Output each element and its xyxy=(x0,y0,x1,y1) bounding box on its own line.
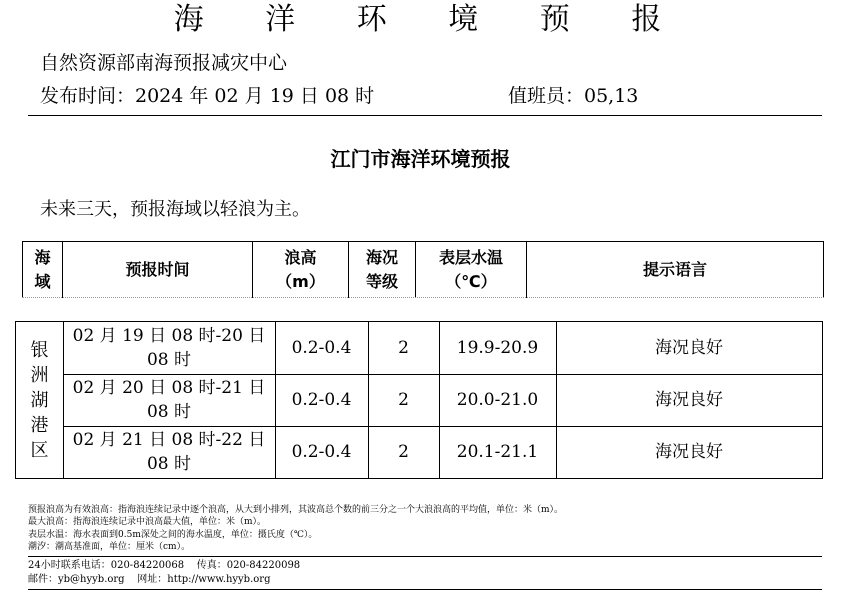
surface-temp: 20.0-21.0 xyxy=(456,390,539,410)
forecast-summary: 未来三天，预报海域以轻浪为主。 xyxy=(40,199,310,220)
advisory: 海况良好 xyxy=(655,338,723,358)
header-tip xyxy=(527,242,823,298)
area-name: 银洲湖港区 xyxy=(30,339,49,461)
advisory: 海况良好 xyxy=(655,442,723,462)
header-temp-label: 表层水温 （℃） xyxy=(438,248,503,291)
header-area xyxy=(23,242,63,298)
forecast-time: 02 月 19 日 08 时-20 日 08 时 xyxy=(72,326,266,370)
sea-state-level: 2 xyxy=(398,390,409,410)
sea-state-level: 2 xyxy=(398,338,409,358)
contact-phone-fax: 24小时联系电话：020-84220068 传真：020-84220098 xyxy=(28,560,301,571)
footnote-max-wave: 最大浪高：指海浪连续记录中浪高最大值，单位：米（m）。 xyxy=(28,517,267,527)
header-underline xyxy=(22,297,824,298)
footnote-tide: 潮汐：潮高基准面，单位：厘米（cm）。 xyxy=(28,542,191,552)
contact-email-web: 邮件：yb@hyyb.org 网址：http://www.hyyb.org xyxy=(28,574,271,585)
header-wave-label: 浪高 （m） xyxy=(276,248,325,291)
bottom-divider xyxy=(28,589,822,590)
table-row xyxy=(63,322,823,374)
forecast-table xyxy=(15,321,823,479)
header-wave xyxy=(253,242,349,298)
forecast-time: 02 月 21 日 08 时-22 日 08 时 xyxy=(72,430,266,474)
header-level-label: 海况 等级 xyxy=(365,248,398,291)
report-subtitle: 江门市海洋环境预报 xyxy=(330,147,511,171)
table-row xyxy=(63,426,823,478)
header-time-label: 预报时间 xyxy=(125,260,190,279)
wave-height: 0.2-0.4 xyxy=(291,390,352,410)
issue-time: 发布时间：2024 年 02 月 19 日 08 时 xyxy=(40,85,375,107)
area-cell xyxy=(16,322,63,478)
issuing-agency: 自然资源部南海预报减灾中心 xyxy=(40,52,288,74)
surface-temp: 19.9-20.9 xyxy=(456,338,539,358)
duty-officer: 值班员：05,13 xyxy=(508,85,639,107)
header-level xyxy=(349,242,416,298)
advisory: 海况良好 xyxy=(655,390,723,410)
header-divider xyxy=(28,115,822,116)
forecast-time: 02 月 20 日 08 时-21 日 08 时 xyxy=(72,378,266,422)
footnote-wave-definition: 预报浪高为有效浪高：指海浪连续记录中逐个浪高，从大到小排列，其波高总个数的前三分之一个大浪浪高的平均值，单位：米（m）。 xyxy=(28,505,564,515)
header-tip-label: 提示语言 xyxy=(642,260,707,279)
header-area-label: 海域 xyxy=(34,248,51,291)
footnote-surface-temp: 表层水温：海水表面到0.5m深处之间的海水温度，单位：摄氏度（℃）。 xyxy=(28,530,318,540)
page-title: 海 洋 环 境 预 报 xyxy=(173,2,688,37)
table-row xyxy=(63,374,823,426)
header-time xyxy=(63,242,253,298)
wave-height: 0.2-0.4 xyxy=(291,442,352,462)
table-header xyxy=(22,241,824,297)
sea-state-level: 2 xyxy=(398,442,409,462)
header-temp xyxy=(416,242,527,298)
wave-height: 0.2-0.4 xyxy=(291,338,352,358)
surface-temp: 20.1-21.1 xyxy=(456,442,539,462)
footer-divider xyxy=(28,556,822,557)
